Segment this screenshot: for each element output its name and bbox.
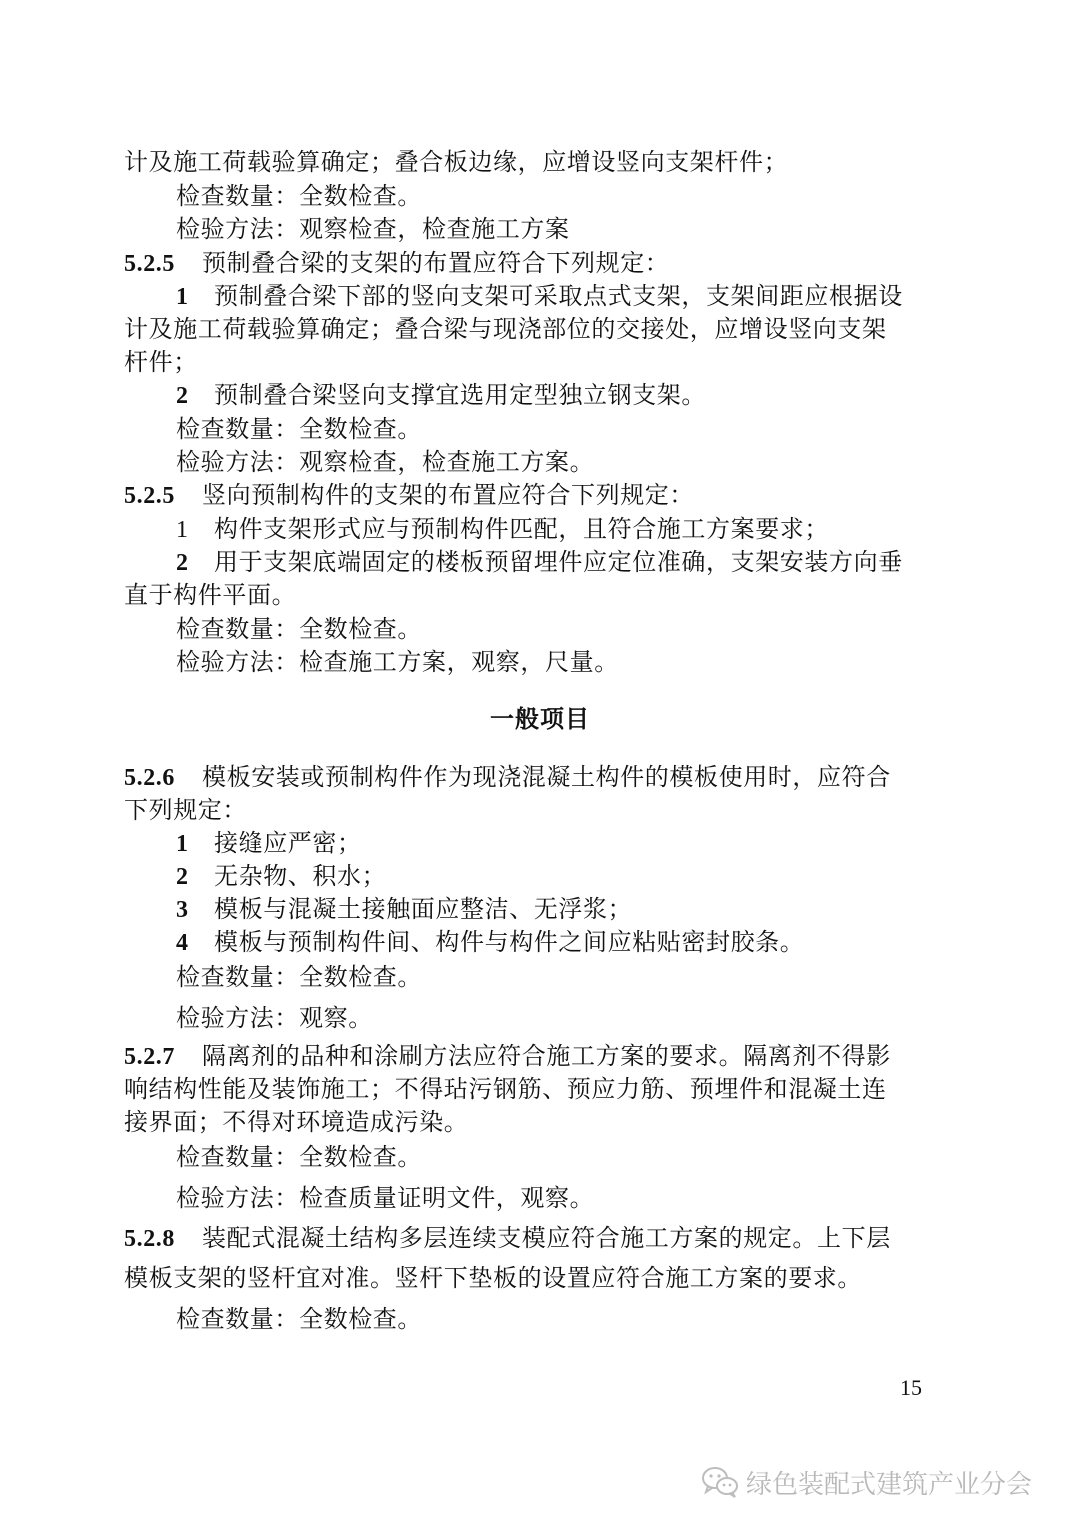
item-number: 1 (176, 284, 189, 310)
clause-line: 5.2.8 装配式混凝土结构多层连续支模应符合施工方案的规定。上下层 (0, 1222, 1080, 1255)
clause-number: 5.2.6 (124, 765, 175, 791)
text-line: 检查数量：全数检查。 (176, 182, 422, 210)
text-line: 响结构性能及装饰施工；不得玷污钢筋、预应力筋、预埋件和混凝土连 (124, 1075, 887, 1103)
item-number: 2 (176, 550, 189, 576)
item-line: 2 预制叠合梁竖向支撑宜选用定型独立钢支架。 (0, 379, 1080, 412)
item-line: 1 构件支架形式应与预制构件匹配，且符合施工方案要求； (0, 513, 1080, 546)
item-number: 4 (176, 930, 189, 956)
text-line: 模板支架的竖杆宜对准。竖杆下垫板的设置应符合施工方案的要求。 (124, 1264, 862, 1292)
clause-number: 5.2.5 (124, 251, 175, 277)
text-line: 检查数量：全数检查。 (176, 415, 422, 443)
text-line: 检验方法：观察检查，检查施工方案 (176, 215, 570, 243)
clause-number: 5.2.8 (124, 1226, 175, 1252)
watermark-text: 绿色装配式建筑产业分会 (746, 1469, 1033, 1500)
text-line: 直于构件平面。 (124, 581, 297, 609)
item-line: 2 无杂物、积水； (0, 860, 1080, 893)
item-number: 1 (176, 517, 189, 543)
text-line: 检验方法：观察。 (176, 1004, 373, 1032)
clause-line: 5.2.5 预制叠合梁的支架的布置应符合下列规定： (0, 247, 1080, 280)
text-line: 检查数量：全数检查。 (176, 963, 422, 991)
text-line: 计及施工荷载验算确定；叠合梁与现浇部位的交接处，应增设竖向支架 (124, 315, 887, 343)
item-line: 1 接缝应严密； (0, 827, 1080, 860)
item-line: 3 模板与混凝土接触面应整洁、无浮浆； (0, 893, 1080, 926)
watermark (700, 1460, 1032, 1504)
text-line: 计及施工荷载验算确定；叠合板边缘，应增设竖向支架杆件； (124, 148, 789, 176)
clause-line: 5.2.6 模板安装或预制构件作为现浇混凝土构件的模板使用时，应符合 (0, 761, 1080, 794)
text-line: 检验方法：检查质量证明文件，观察。 (176, 1184, 595, 1212)
clause-number: 5.2.7 (124, 1044, 175, 1070)
wechat-icon (700, 1464, 740, 1500)
clause-line: 5.2.7 隔离剂的品种和涂刷方法应符合施工方案的要求。隔离剂不得影 (0, 1040, 1080, 1073)
text-line: 检查数量：全数检查。 (176, 1143, 422, 1171)
item-number: 3 (176, 897, 189, 923)
text-line: 检验方法：检查施工方案，观察，尺量。 (176, 648, 619, 676)
item-number: 1 (176, 831, 189, 857)
text-line: 接界面；不得对环境造成污染。 (124, 1108, 469, 1136)
text-line: 检查数量：全数检查。 (176, 1305, 422, 1333)
text-line: 检验方法：观察检查，检查施工方案。 (176, 448, 595, 476)
item-line: 1 预制叠合梁下部的竖向支架可采取点式支架，支架间距应根据设 (0, 280, 1080, 313)
item-line: 4 模板与预制构件间、构件与构件之间应粘贴密封胶条。 (0, 926, 1080, 959)
clause-number: 5.2.5 (124, 483, 175, 509)
item-number: 2 (176, 864, 189, 890)
section-heading: 一般项目 (490, 704, 590, 733)
text-line: 杆件； (124, 348, 198, 376)
page-number: 15 (900, 1375, 922, 1400)
item-line: 2 用于支架底端固定的楼板预留埋件应定位准确，支架安装方向垂 (0, 546, 1080, 579)
text-line: 下列规定： (124, 796, 247, 824)
clause-line: 5.2.5 竖向预制构件的支架的布置应符合下列规定： (0, 479, 1080, 512)
text-line: 检查数量：全数检查。 (176, 615, 422, 643)
item-number: 2 (176, 383, 189, 409)
